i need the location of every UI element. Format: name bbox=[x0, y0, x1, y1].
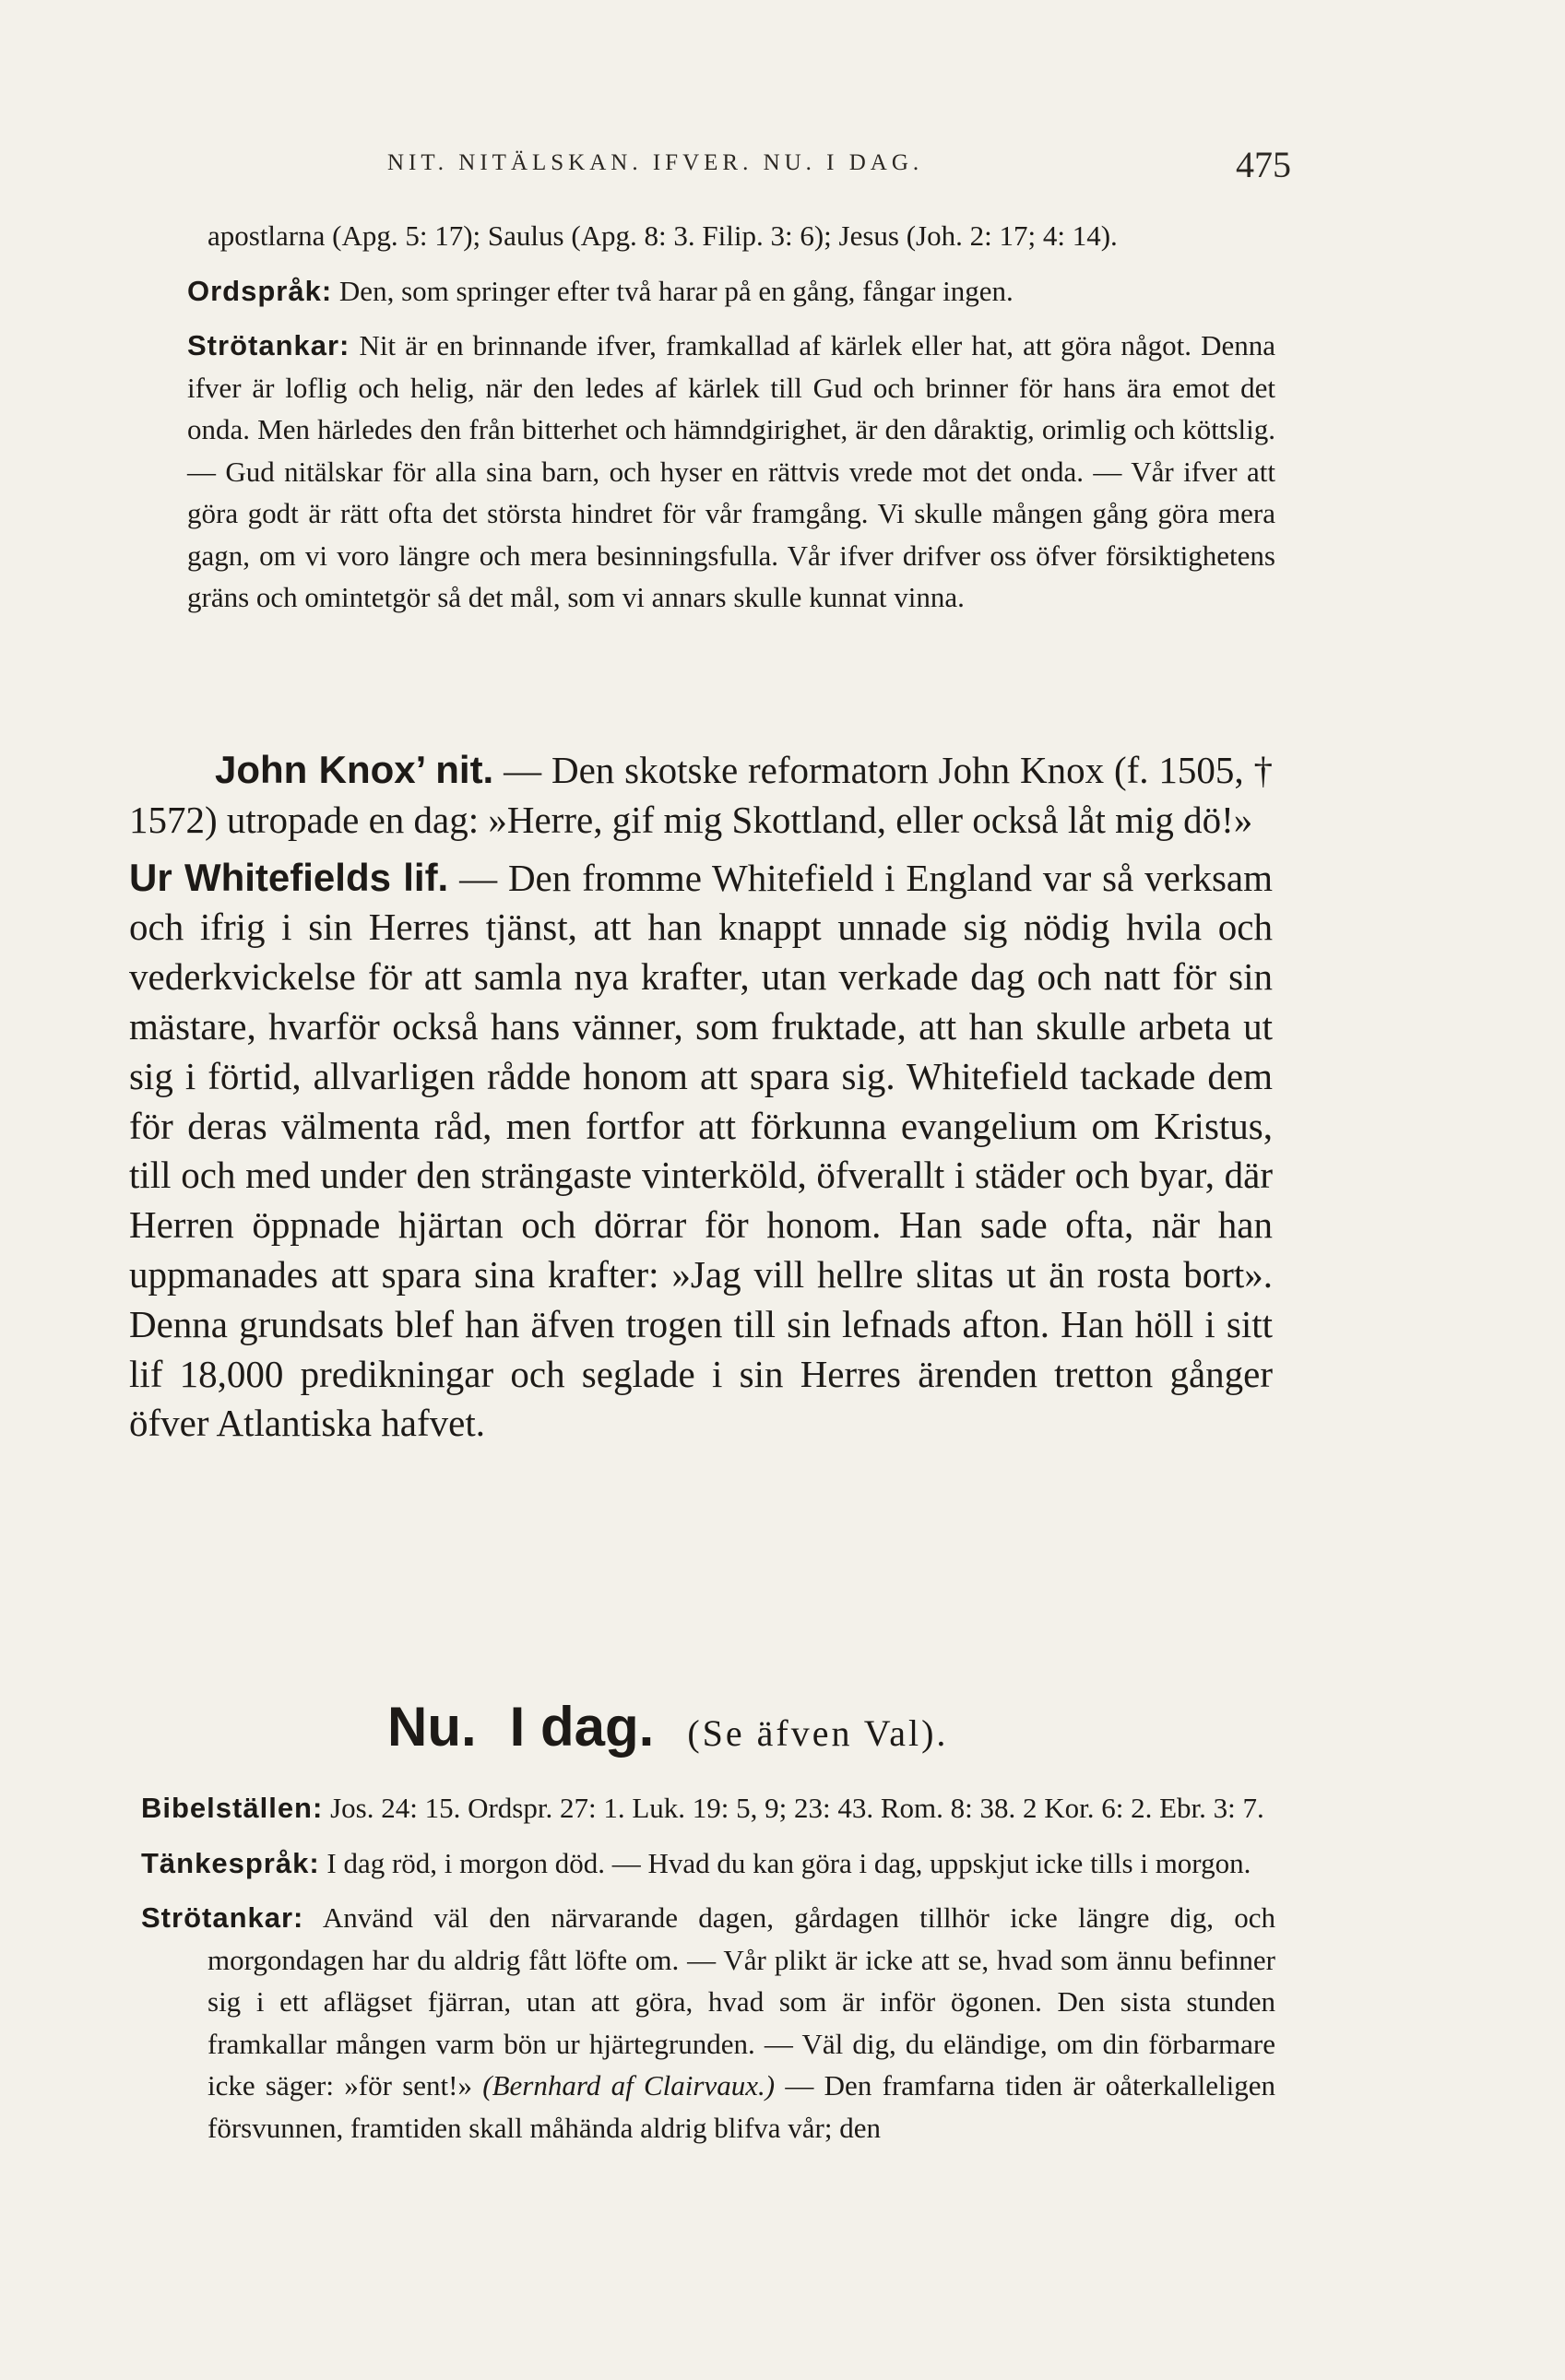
strotankar-nu-text-2: — Den framfarna tiden är oåterkalleligen försvunnen, framtiden skall måhända aldrig blifva vår; den bbox=[207, 2069, 1275, 2144]
strotankar-nu-label: Strötankar: bbox=[141, 1901, 304, 1934]
strotankar-label: Strötankar: bbox=[187, 329, 350, 361]
bibelstallen-label: Bibelställen: bbox=[141, 1792, 324, 1824]
knox-text: — Den skotske reformatorn John Knox (f. 1505, † 1572) utropade en dag: »Herre, gif mig Skottland, eller också låt mig dö!» bbox=[129, 749, 1274, 841]
running-header: NIT. NITÄLSKAN. IFVER. NU. I DAG. bbox=[387, 150, 924, 175]
see-also-note: (Se äfven Val). bbox=[687, 1712, 949, 1754]
tankesprak-paragraph bbox=[141, 1842, 1275, 1885]
nu-title: Nu. bbox=[387, 1696, 477, 1758]
bible-references-continued: apostlarna (Apg. 5: 17); Saulus (Apg. 8: 3. Filip. 3: 6); Jesus (Joh. 2: 17; 4: 14). bbox=[207, 219, 1118, 252]
idag-title: I dag. bbox=[509, 1696, 655, 1758]
bernhard-citation: (Bernhard af Clairvaux.) bbox=[482, 2069, 776, 2102]
whitefield-paragraph bbox=[129, 853, 1273, 1450]
whitefield-text: — Den fromme Whitefield i England var så verksam och ifrig i sin Herres tjänst, att han knappt unnade sig nödig hvila och vederkvickelse för att samla nya krafter, utan verkade dag och natt för sin mästare, hvarför också hans vänner, som fruktade, att han skulle arbeta ut sig i förtid, allvarligen rådde honom att spara sig. Whitefield tackade dem för deras välmenta råd, men fortfor att förkunna evangelium om Kristus, till och med under den strängaste vinterköld, öfverallt i städer och byar, där Herren öppnade hjärtan och dörrar för honom. Han sade ofta, när han uppmanades att spara sina krafter: »Jag vill hellre slitas ut än rosta bort». Denna grundsats blef han äfven trogen till sin lefnads afton. Han höll i sitt lif 18,000 predikningar och seglade i sin Herres ärenden tretton gånger öfver Atlantiska hafvet. bbox=[129, 856, 1274, 1445]
knox-heading: John Knox’ nit. bbox=[215, 748, 494, 791]
strotankar-text: Nit är en brinnande ifver, framkallad af kärlek eller hat, att göra något. Denna ifver är loflig och helig, när den ledes af kärlek till Gud och brinner för hans ära emot det onda. Men härledes den från bitterhet och hämndgirighet, är den dåraktig, orimlig och köttslig. — Gud nitälskar för alla sina barn, och hyser en rättvis vrede mot det onda. — Vår ifver att göra godt är rätt ofta det största hindret för vår framgång. Vi skulle mången gång göra mera gagn, om vi voro längre och mera besinningsfulla. Vår ifver drifver oss öfver försiktighetens gräns och omintetgör så det mål, som vi annars skulle kunnat vinna. bbox=[187, 329, 1276, 613]
nu-section bbox=[141, 1787, 1275, 2161]
ordsprak-text: Den, som springer efter två harar på en gång, fångar ingen. bbox=[338, 274, 1014, 307]
whitefield-heading: Ur Whitefields lif. bbox=[129, 855, 449, 899]
bibelstallen-text: Jos. 24: 15. Ordspr. 27: 1. Luk. 19: 5, 9; 23: 43. Rom. 8: 38. 2 Kor. 6: 2. Ebr. 3: 7. bbox=[330, 1792, 1264, 1824]
nit-section bbox=[187, 215, 1276, 632]
ordsprak-paragraph bbox=[187, 270, 1275, 313]
knox-paragraph bbox=[129, 745, 1273, 846]
main-body bbox=[129, 745, 1273, 1456]
tankesprak-text: I dag röd, i morgon död. — Hvad du kan göra i dag, uppskjut icke tills i morgon. bbox=[326, 1846, 1251, 1879]
strotankar-nu-paragraph bbox=[141, 1897, 1275, 2149]
ordsprak-label: Ordspråk: bbox=[187, 274, 333, 307]
nu-idag-heading bbox=[387, 1695, 948, 1758]
page-number: 475 bbox=[1236, 144, 1291, 185]
bibelstallen-paragraph bbox=[141, 1787, 1275, 1829]
strotankar-nu-text-1: Använd väl den närvarande dagen, gårdagen tillhör icke längre dig, och morgondagen har du aldrig fått löfte om. — Vår plikt är icke att se, hvad som ännu befinner sig i ett aflägset fjärran, utan att göra, hvad som är inför ögonen. Den sista stunden framkallar mången varm bön ur hjärtegrunden. — Väl dig, du eländige, om din förbarmare icke säger: »för sent!» bbox=[207, 1901, 1275, 2102]
tankesprak-label: Tänkespråk: bbox=[141, 1846, 320, 1879]
strotankar-paragraph bbox=[187, 325, 1275, 619]
